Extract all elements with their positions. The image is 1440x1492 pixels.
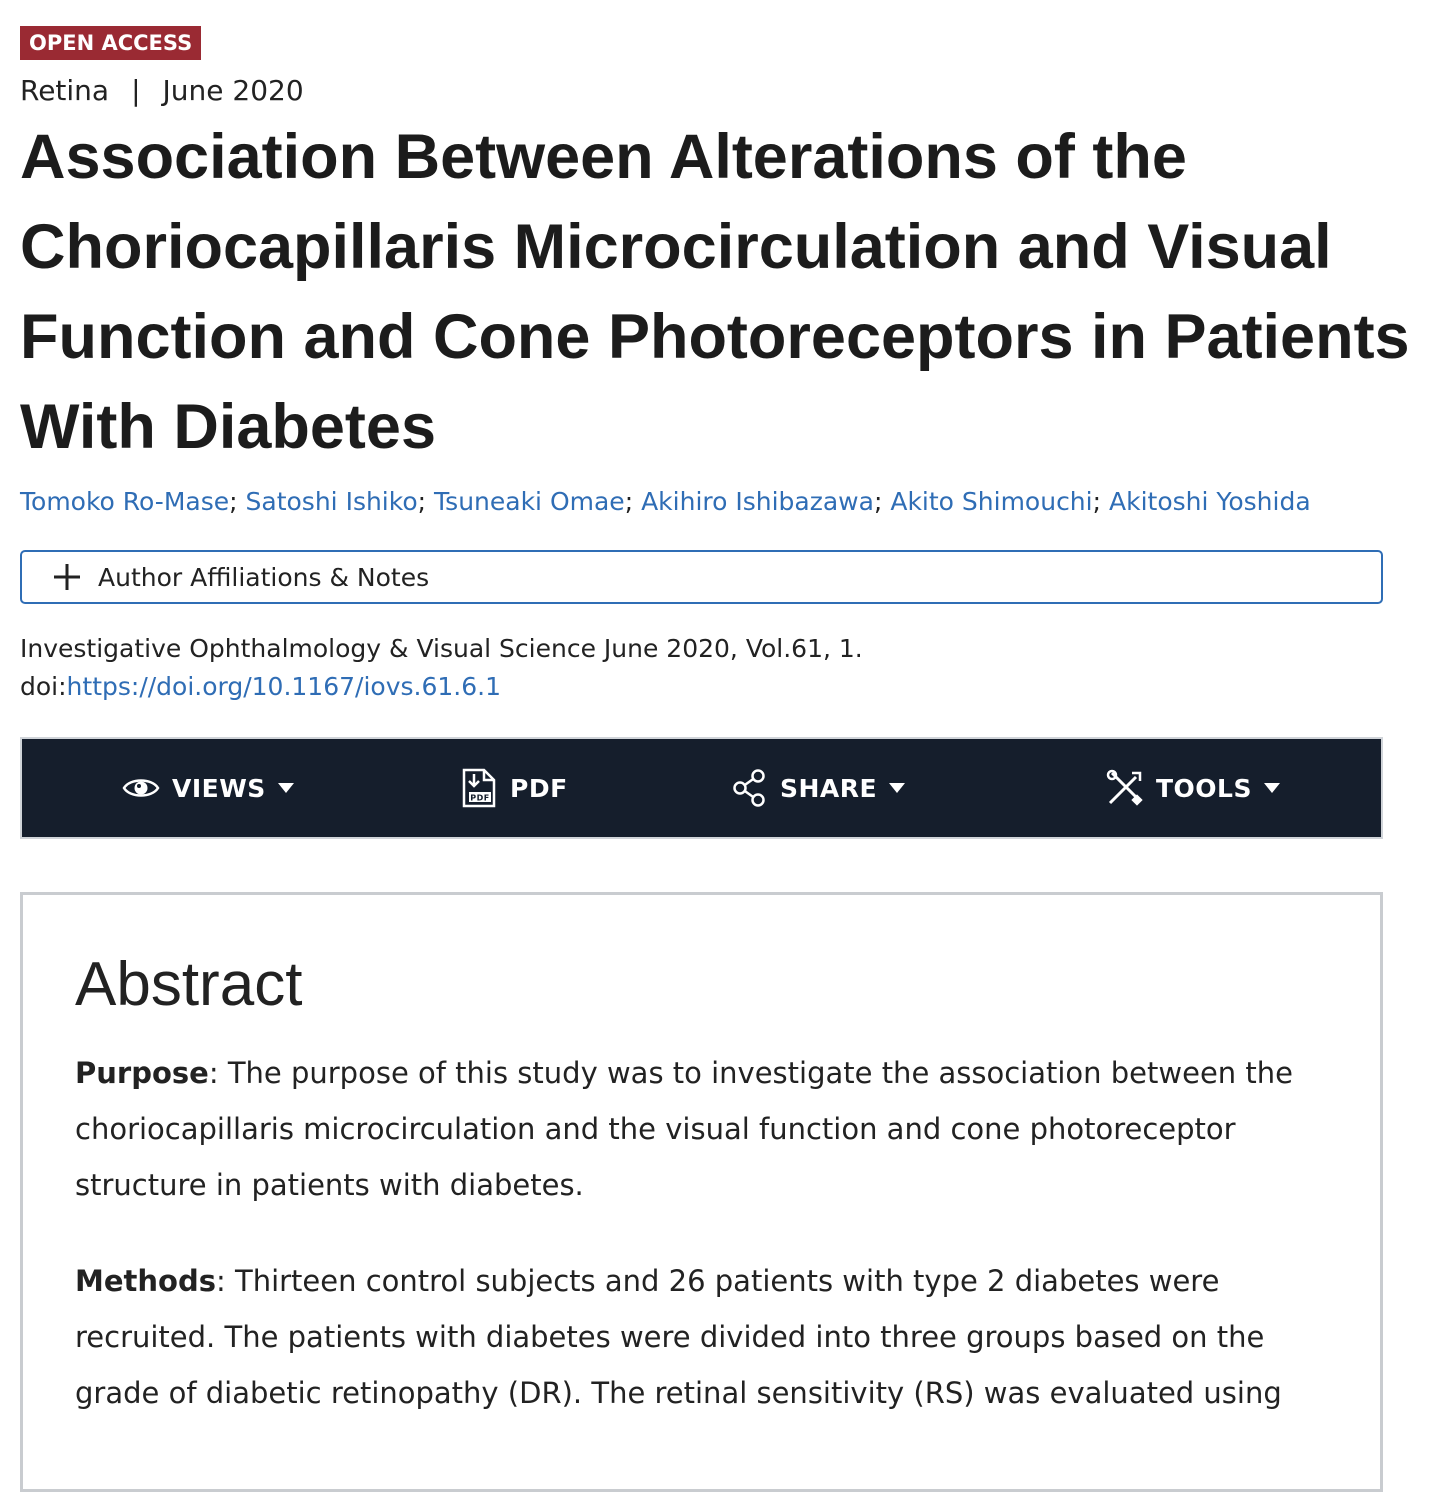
author-list [20, 480, 1430, 524]
views-label: VIEWS [172, 773, 266, 803]
pdf-file-icon [460, 768, 498, 808]
caret-down-icon [1264, 783, 1280, 793]
publication-date: June 2020 [162, 74, 304, 107]
author-separator: ; [417, 487, 427, 516]
views-button[interactable] [122, 739, 294, 837]
methods-text: : Thirteen control subjects and 26 patients with type 2 diabetes were recruited. The patients with diabetes were divided into three groups based on the grade of diabetic retinopathy (DR). The retinal sensitivity (RS) was evaluated using [75, 1264, 1282, 1410]
author-link[interactable]: Akitoshi Yoshida [1109, 487, 1311, 516]
abstract-section [20, 892, 1383, 1492]
article-meta [20, 70, 304, 112]
pdf-label: PDF [510, 773, 568, 803]
author-separator: ; [624, 487, 634, 516]
caret-down-icon [889, 783, 905, 793]
author-separator: ; [229, 487, 238, 516]
doi-line [20, 668, 1420, 706]
citation-text: Investigative Ophthalmology & Visual Science June 2020, Vol.61, 1. [20, 634, 863, 663]
open-access-badge: OPEN ACCESS [20, 26, 201, 60]
author-link[interactable]: Akihiro Ishibazawa [641, 487, 874, 516]
purpose-label: Purpose [75, 1056, 209, 1090]
author-link[interactable]: Satoshi Ishiko [245, 487, 418, 516]
share-button[interactable] [732, 739, 905, 837]
meta-separator: | [131, 74, 141, 107]
author-separator: ; [873, 487, 883, 516]
author-separator: ; [1092, 487, 1102, 516]
article-title: Association Between Alterations of the Choriocapillaris Microcirculation and Visual Function and Cone Photoreceptors in Patients With Diabetes [20, 122, 1410, 462]
tools-label: TOOLS [1156, 773, 1252, 803]
doi-link[interactable]: https://doi.org/10.1167/iovs.61.6.1 [66, 672, 501, 701]
author-link[interactable]: Tsuneaki Omae [434, 487, 625, 516]
eye-icon [122, 774, 160, 802]
author-affiliations-toggle[interactable] [20, 550, 1383, 604]
author-link[interactable]: Akito Shimouchi [890, 487, 1093, 516]
abstract-purpose [75, 1045, 1325, 1213]
doi-prefix: doi: [20, 672, 67, 701]
tools-button[interactable] [1106, 739, 1280, 837]
share-icon [732, 769, 768, 807]
affiliations-label: Author Affiliations & Notes [98, 562, 430, 592]
methods-label: Methods [75, 1264, 216, 1298]
pdf-button[interactable] [460, 739, 568, 837]
purpose-text: : The purpose of this study was to investigate the association between the choriocapillaris microcirculation and the visual function and cone photoreceptor structure in patients with diabetes. [75, 1056, 1293, 1202]
section-label[interactable]: Retina [20, 74, 110, 107]
share-label: SHARE [780, 773, 878, 803]
tools-icon [1106, 769, 1144, 807]
citation-block [20, 630, 1420, 706]
plus-icon [52, 562, 82, 592]
article-toolbar [20, 737, 1383, 839]
caret-down-icon [278, 783, 294, 793]
abstract-methods [75, 1253, 1325, 1421]
abstract-heading: Abstract [75, 950, 303, 1019]
author-link[interactable]: Tomoko Ro-Mase [20, 487, 230, 516]
svg-text:PDF: PDF [470, 793, 490, 803]
